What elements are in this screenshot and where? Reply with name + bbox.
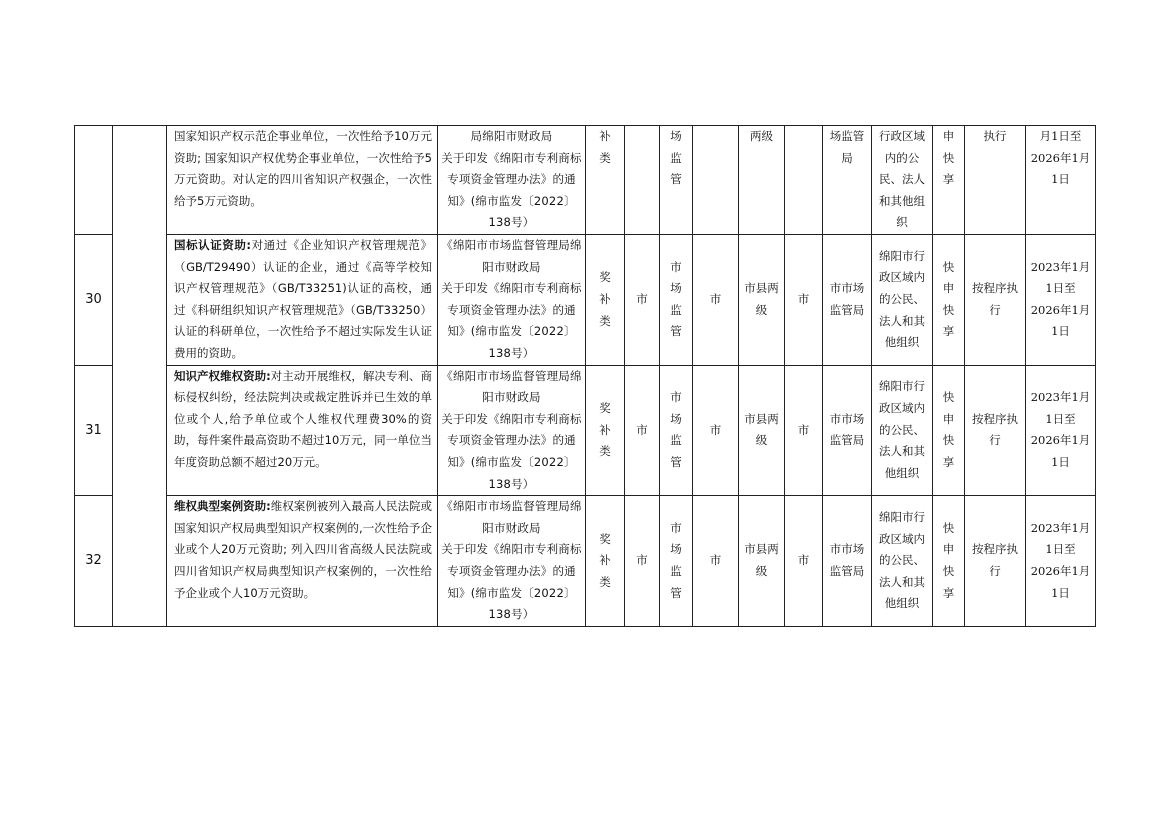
flow: 按程序执行 bbox=[972, 411, 1018, 448]
impl-level-cell bbox=[785, 365, 823, 496]
collect-level-cell bbox=[625, 496, 660, 627]
hierarchy-cell bbox=[739, 126, 785, 235]
category: 奖补类 bbox=[599, 531, 611, 589]
basis: 《绵阳市市场监督管理局绵阳市财政局 关于印发《绵阳市专利商标专项资金管理办法》的通知》(绵市监发〔2022〕138号） bbox=[441, 238, 582, 360]
description-cell bbox=[167, 365, 438, 496]
category: 奖补类 bbox=[599, 270, 611, 328]
hierarchy: 市县两级 bbox=[744, 411, 779, 448]
impl-dept: 市市场监管局 bbox=[829, 281, 865, 317]
category-cell bbox=[586, 365, 625, 496]
impl-dept-cell bbox=[823, 496, 872, 627]
impl-dept: 场监管局 bbox=[829, 129, 865, 165]
description-cell bbox=[167, 496, 438, 627]
table-row bbox=[75, 496, 1096, 627]
basis: 局绵阳市财政局 关于印发《绵阳市专利商标专项资金管理办法》的通知》(绵市监发〔2022〕138号） bbox=[441, 129, 582, 230]
collect-level-cell bbox=[625, 235, 660, 366]
impl-level-cell bbox=[785, 235, 823, 366]
hierarchy-cell bbox=[739, 496, 785, 627]
policy-table bbox=[74, 125, 1096, 627]
description-cell bbox=[167, 126, 438, 235]
target: 绵阳市行政区域内的公民、法人和其他组织 bbox=[879, 248, 925, 350]
flow-cell bbox=[965, 496, 1026, 627]
target-cell bbox=[872, 496, 933, 627]
dept-level: 市 bbox=[709, 422, 722, 437]
impl-dept-cell bbox=[823, 235, 872, 366]
flow-cell bbox=[965, 365, 1026, 496]
hierarchy: 两级 bbox=[750, 129, 773, 143]
method-cell bbox=[933, 126, 965, 235]
dept-level: 市 bbox=[709, 553, 722, 568]
flow: 按程序执行 bbox=[972, 542, 1018, 578]
impl-dept: 市市场监管局 bbox=[829, 542, 865, 578]
method: 申快享 bbox=[942, 129, 955, 187]
hierarchy: 市县两级 bbox=[744, 542, 779, 578]
dept-cell bbox=[660, 496, 693, 627]
basis-cell bbox=[438, 365, 586, 496]
description: 国家知识产权示范企事业单位，一次性给予10万元资助; 国家知识产权优势企事业单位，一次性给予5万元资助。对认定的四川省知识产权强企，一次性给予5万元资助。 bbox=[174, 129, 432, 208]
dept-level: 市 bbox=[709, 291, 722, 306]
collect-level-cell bbox=[625, 365, 660, 496]
basis: 《绵阳市市场监督管理局绵阳市财政局 关于印发《绵阳市专利商标专项资金管理办法》的通知》(绵市监发〔2022〕138号） bbox=[441, 368, 582, 491]
dept: 市场监管 bbox=[670, 259, 682, 339]
description-cell bbox=[167, 235, 438, 366]
no: 30 bbox=[85, 291, 102, 307]
basis-cell bbox=[438, 496, 586, 627]
dept-level-cell bbox=[693, 235, 739, 366]
dept-level-cell bbox=[693, 365, 739, 496]
period: 2023年1月1日至 2026年1月1日 bbox=[1030, 390, 1091, 469]
impl-level: 市 bbox=[797, 291, 810, 306]
period-cell bbox=[1026, 235, 1096, 366]
flow-cell bbox=[965, 235, 1026, 366]
dept-cell bbox=[660, 235, 693, 366]
basis-cell bbox=[438, 126, 586, 235]
dept: 市场监管 bbox=[670, 390, 682, 469]
col-level: 市 bbox=[636, 291, 648, 306]
no: 32 bbox=[85, 553, 102, 569]
method-cell bbox=[933, 496, 965, 627]
description: 对主动开展维权，解决专利、商标侵权纠纷，经法院判决或裁定胜诉并已生效的单位或个人,给予单位或个人维权代理费30%的资助，每件案件最高资助不超过10万元，同一单位当年度资助总额不超过20万元。 bbox=[174, 368, 432, 469]
dept-level-cell bbox=[693, 496, 739, 627]
period: 月1日至 2026年1月1日 bbox=[1030, 129, 1091, 187]
impl-level-cell bbox=[785, 496, 823, 627]
row-number-cell bbox=[75, 126, 113, 235]
collect-level-cell bbox=[625, 126, 660, 235]
dept-cell bbox=[660, 126, 693, 235]
period: 2023年1月1日至 2026年1月1日 bbox=[1030, 259, 1091, 339]
table-row bbox=[75, 365, 1096, 496]
basis-cell bbox=[438, 235, 586, 366]
description-title: 维权典型案例资助: bbox=[174, 499, 271, 514]
dept-level-cell bbox=[693, 126, 739, 235]
period-cell bbox=[1026, 496, 1096, 627]
period-cell bbox=[1026, 365, 1096, 496]
flow: 执行 bbox=[983, 129, 1007, 143]
table-row bbox=[75, 235, 1096, 366]
description: 对通过《企业知识产权管理规范》（GB/T29490）认证的企业，通过《高等学校知识产权管理规范》（GB/T33251)认证的高校，通过《科研组织知识产权管理规范》（GB/T33250）认证的科研单位，一次性给予不超过实际发生认证费用的资助。 bbox=[174, 238, 432, 360]
flow-cell bbox=[965, 126, 1026, 235]
target: 绵阳市行政区域内的公民、法人和其他组织 bbox=[879, 379, 925, 480]
category-cell bbox=[586, 496, 625, 627]
target: 行政区域内的公民、法人和其他组织 bbox=[879, 129, 925, 230]
no: 31 bbox=[85, 422, 102, 438]
method-cell bbox=[933, 365, 965, 496]
period-cell bbox=[1026, 126, 1096, 235]
target: 绵阳市行政区域内的公民、法人和其他组织 bbox=[879, 509, 925, 611]
description-title: 知识产权维权资助: bbox=[174, 368, 271, 383]
dept-cell bbox=[660, 365, 693, 496]
impl-dept-cell bbox=[823, 126, 872, 235]
description-title: 国标认证资助: bbox=[174, 238, 251, 252]
col-level: 市 bbox=[636, 553, 648, 568]
impl-level-cell bbox=[785, 126, 823, 235]
category: 补类 bbox=[599, 129, 611, 165]
hierarchy: 市县两级 bbox=[744, 281, 779, 317]
impl-dept-cell bbox=[823, 365, 872, 496]
method: 快申快享 bbox=[942, 259, 955, 339]
row-number-cell bbox=[75, 235, 113, 366]
impl-dept: 市市场监管局 bbox=[829, 411, 865, 448]
table-row bbox=[75, 126, 1096, 235]
dept: 场监管 bbox=[670, 129, 682, 187]
flow: 按程序执行 bbox=[972, 281, 1018, 317]
category: 奖补类 bbox=[599, 400, 611, 459]
method-cell bbox=[933, 235, 965, 366]
impl-level: 市 bbox=[797, 422, 810, 437]
row-number-cell bbox=[75, 365, 113, 496]
dept: 市场监管 bbox=[670, 520, 682, 600]
target-cell bbox=[872, 235, 933, 366]
row-number-cell bbox=[75, 496, 113, 627]
target-cell bbox=[872, 126, 933, 235]
spacer-cell bbox=[113, 126, 167, 627]
category-cell bbox=[586, 126, 625, 235]
method: 快申快享 bbox=[942, 520, 955, 600]
description: 维权案例被列入最高人民法院或国家知识产权局典型知识产权案例的,一次性给予企业或个人20万元资助; 列入四川省高级人民法院或四川省知识产权局典型知识产权案例的，一次性给予企业或个人10万元资助。 bbox=[174, 499, 432, 600]
category-cell bbox=[586, 235, 625, 366]
hierarchy-cell bbox=[739, 365, 785, 496]
method: 快申快享 bbox=[942, 390, 955, 469]
target-cell bbox=[872, 365, 933, 496]
basis: 《绵阳市市场监督管理局绵阳市财政局 关于印发《绵阳市专利商标专项资金管理办法》的通知》(绵市监发〔2022〕138号） bbox=[441, 499, 582, 622]
impl-level: 市 bbox=[797, 553, 810, 568]
period: 2023年1月1日至 2026年1月1日 bbox=[1030, 520, 1091, 600]
col-level: 市 bbox=[636, 422, 648, 437]
hierarchy-cell bbox=[739, 235, 785, 366]
